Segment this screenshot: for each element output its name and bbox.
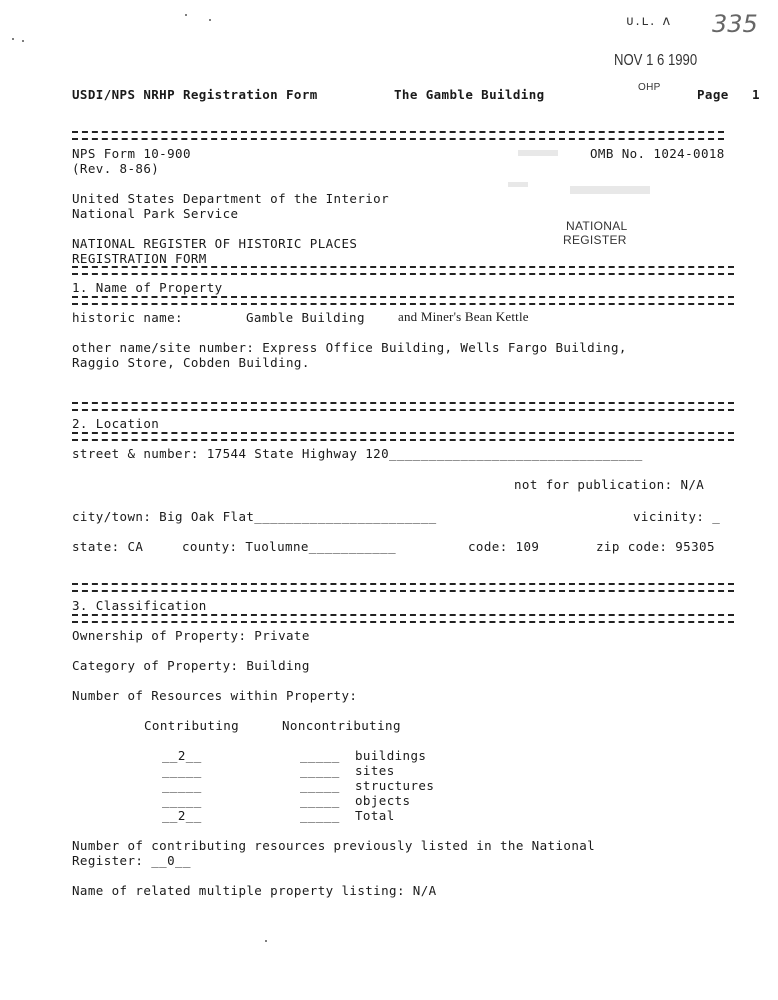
- section-heading-name: 1. Name of Property: [72, 280, 223, 295]
- resource-type-label: structures: [355, 778, 435, 793]
- code: code: 109: [468, 539, 540, 554]
- scan-speck: [22, 40, 24, 42]
- section-heading-location: 2. Location: [72, 416, 160, 431]
- handwritten-initials: ᴜ.ʟ. ᴧ: [626, 14, 673, 29]
- scan-speck: [12, 38, 14, 40]
- property-title: The Gamble Building: [394, 87, 545, 102]
- page-label: Page: [697, 87, 729, 102]
- scan-speck: [265, 940, 267, 942]
- historic-name-value: Gamble Building: [246, 310, 365, 325]
- total-label: Total: [355, 808, 395, 823]
- handwritten-number: 335: [712, 10, 758, 38]
- other-names-line-1: other name/site number: Express Office Building, Wells Fargo Building,: [72, 340, 627, 355]
- category-of-property: Category of Property: Building: [72, 658, 310, 673]
- register-stamp-register: REGISTER: [563, 233, 627, 247]
- omb-number: OMB No. 1024-0018: [590, 146, 725, 161]
- contributing-count: _____: [162, 763, 202, 778]
- noncontributing-count: _____: [300, 763, 340, 778]
- contributing-count: _____: [162, 793, 202, 808]
- service-name: National Park Service: [72, 206, 239, 221]
- section-rule: [72, 266, 734, 275]
- faint-ghost-text: [518, 150, 558, 156]
- faint-ghost-text: [570, 186, 650, 194]
- resource-type-label: objects: [355, 793, 411, 808]
- form-type: REGISTRATION FORM: [72, 251, 207, 266]
- resource-type-label: sites: [355, 763, 395, 778]
- noncontributing-total: _____: [300, 808, 340, 823]
- ohp-mark: OHP: [638, 82, 661, 93]
- county: county: Tuolumne___________: [182, 539, 396, 554]
- form-title: USDI/NPS NRHP Registration Form: [72, 87, 318, 102]
- noncontributing-count: _____: [300, 793, 340, 808]
- form-revision: (Rev. 8-86): [72, 161, 160, 176]
- column-noncontributing: Noncontributing: [282, 718, 401, 733]
- section-rule: [72, 402, 734, 411]
- section-heading-classification: 3. Classification: [72, 598, 207, 613]
- historic-name-label: historic name:: [72, 310, 183, 325]
- form-number: NPS Form 10-900: [72, 146, 191, 161]
- noncontributing-count: _____: [300, 748, 340, 763]
- department-name: United States Department of the Interior: [72, 191, 390, 206]
- previously-listed-line-1: Number of contributing resources previously listed in the National: [72, 838, 596, 853]
- resources-heading: Number of Resources within Property:: [72, 688, 358, 703]
- street-number: street & number: 17544 State Highway 120________________________________: [72, 446, 643, 461]
- zip-code: zip code: 95305: [596, 539, 715, 554]
- section-rule: [72, 296, 734, 305]
- previously-listed-line-2: Register: __0__: [72, 853, 191, 868]
- noncontributing-count: _____: [300, 778, 340, 793]
- register-title: NATIONAL REGISTER OF HISTORIC PLACES: [72, 236, 358, 251]
- register-stamp-national: NATIONAL: [566, 219, 628, 233]
- contributing-count: __2__: [162, 748, 202, 763]
- section-rule: [72, 583, 734, 592]
- other-names-line-2: Raggio Store, Cobden Building.: [72, 355, 310, 370]
- state: state: CA: [72, 539, 144, 554]
- vicinity: vicinity: _: [633, 509, 721, 524]
- historic-name-addition: and Miner's Bean Kettle: [398, 309, 529, 324]
- section-rule: [72, 614, 734, 623]
- scan-speck: [185, 14, 187, 16]
- date-stamp: NOV 1 6 1990: [614, 52, 698, 69]
- contributing-total: __2__: [162, 808, 202, 823]
- section-rule: [72, 131, 724, 140]
- scan-speck: [209, 19, 211, 21]
- multiple-property-listing: Name of related multiple property listing: N/A: [72, 883, 437, 898]
- ownership-of-property: Ownership of Property: Private: [72, 628, 310, 643]
- column-contributing: Contributing: [144, 718, 240, 733]
- section-rule: [72, 432, 734, 441]
- page-number: 1: [752, 87, 760, 102]
- city-town: city/town: Big Oak Flat_______________________: [72, 509, 437, 524]
- resource-type-label: buildings: [355, 748, 427, 763]
- not-for-publication: not for publication: N/A: [514, 477, 705, 492]
- contributing-count: _____: [162, 778, 202, 793]
- faint-ghost-text: [508, 182, 528, 187]
